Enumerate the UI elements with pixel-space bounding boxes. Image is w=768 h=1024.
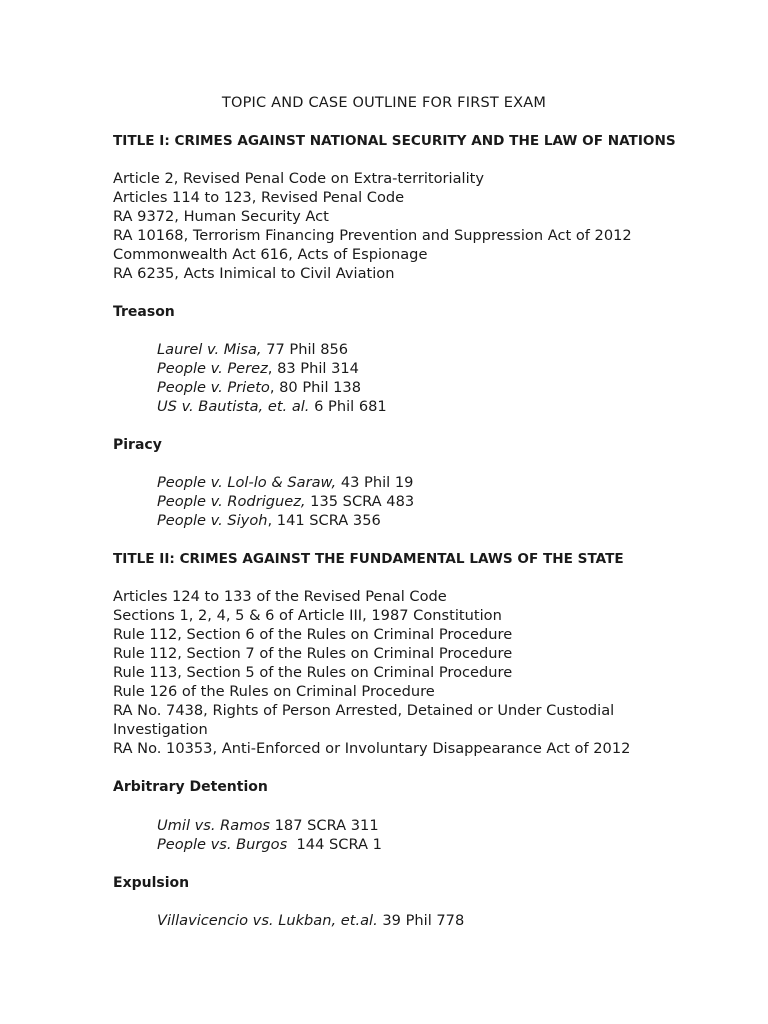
law-item: RA 10168, Terrorism Financing Prevention and Suppression Act of 2012 — [113, 227, 632, 244]
law-item: Rule 112, Section 6 of the Rules on Criminal Procedure — [113, 626, 513, 643]
case-item — [157, 397, 387, 416]
case-name: People v. Prieto — [157, 379, 270, 396]
case-item — [157, 340, 387, 359]
arbitrary-detention-cases — [157, 816, 382, 854]
case-name: People v. Siyoh — [157, 512, 268, 529]
case-name: People v. Rodriguez, — [157, 493, 306, 510]
law-item: Articles 124 to 133 of the Revised Penal Code — [113, 588, 447, 605]
title-1-heading: TITLE I: CRIMES AGAINST NATIONAL SECURITY AND THE LAW OF NATIONS — [113, 133, 676, 149]
law-item: Rule 112, Section 7 of the Rules on Criminal Procedure — [113, 645, 513, 662]
law-item: Rule 126 of the Rules on Criminal Procedure — [113, 683, 435, 700]
arbitrary-detention-heading: Arbitrary Detention — [113, 779, 268, 795]
expulsion-cases — [157, 911, 464, 930]
case-item — [157, 473, 414, 492]
expulsion-heading: Expulsion — [113, 875, 190, 891]
law-item: RA No. 7438, Rights of Person Arrested, Detained or Under Custodial — [113, 702, 615, 719]
case-citation: 43 Phil 19 — [336, 474, 414, 491]
law-item: Commonwealth Act 616, Acts of Espionage — [113, 246, 428, 263]
piracy-heading: Piracy — [113, 437, 162, 453]
case-item — [157, 511, 414, 530]
document-title: TOPIC AND CASE OUTLINE FOR FIRST EXAM — [221, 95, 547, 111]
case-citation: 144 SCRA 1 — [287, 836, 382, 853]
case-citation: 187 SCRA 311 — [270, 817, 379, 834]
case-citation: 77 Phil 856 — [261, 341, 349, 358]
case-item — [157, 911, 464, 930]
case-name: People vs. Burgos — [157, 836, 288, 853]
case-citation: 135 SCRA 483 — [305, 493, 415, 510]
law-item-continuation: Investigation — [113, 721, 208, 738]
case-citation: , 80 Phil 138 — [269, 379, 361, 396]
title-2-laws — [113, 587, 630, 758]
case-citation: , 141 SCRA 356 — [267, 512, 381, 529]
law-item: Rule 113, Section 5 of the Rules on Criminal Procedure — [113, 664, 513, 681]
piracy-cases — [157, 473, 414, 530]
law-item: RA No. 10353, Anti-Enforced or Involuntary Disappearance Act of 2012 — [113, 740, 631, 757]
case-name: People v. Perez — [157, 360, 268, 377]
law-item: RA 6235, Acts Inimical to Civil Aviation — [113, 265, 395, 282]
law-item: Sections 1, 2, 4, 5 & 6 of Article III, 1987 Constitution — [113, 607, 502, 624]
law-item: Article 2, Revised Penal Code on Extra-territoriality — [113, 170, 485, 187]
case-name: People v. Lol-lo & Saraw, — [157, 474, 337, 491]
law-item: RA 9372, Human Security Act — [113, 208, 329, 225]
case-citation: 39 Phil 778 — [377, 912, 465, 929]
title-1-laws — [113, 169, 632, 283]
case-item — [157, 835, 382, 854]
case-citation: , 83 Phil 314 — [267, 360, 359, 377]
case-item — [157, 492, 414, 511]
case-item — [157, 378, 387, 397]
case-name: Villavicencio vs. Lukban, et.al. — [157, 912, 378, 929]
law-item: Articles 114 to 123, Revised Penal Code — [113, 189, 405, 206]
case-item — [157, 359, 387, 378]
treason-cases — [157, 340, 387, 416]
case-item — [157, 816, 382, 835]
case-name: Laurel v. Misa, — [157, 341, 262, 358]
title-2-heading: TITLE II: CRIMES AGAINST THE FUNDAMENTAL LAWS OF THE STATE — [113, 551, 624, 567]
case-name: US v. Bautista, et. al. — [157, 398, 310, 415]
case-name: Umil vs. Ramos — [157, 817, 270, 834]
treason-heading: Treason — [113, 304, 175, 320]
case-citation: 6 Phil 681 — [309, 398, 387, 415]
